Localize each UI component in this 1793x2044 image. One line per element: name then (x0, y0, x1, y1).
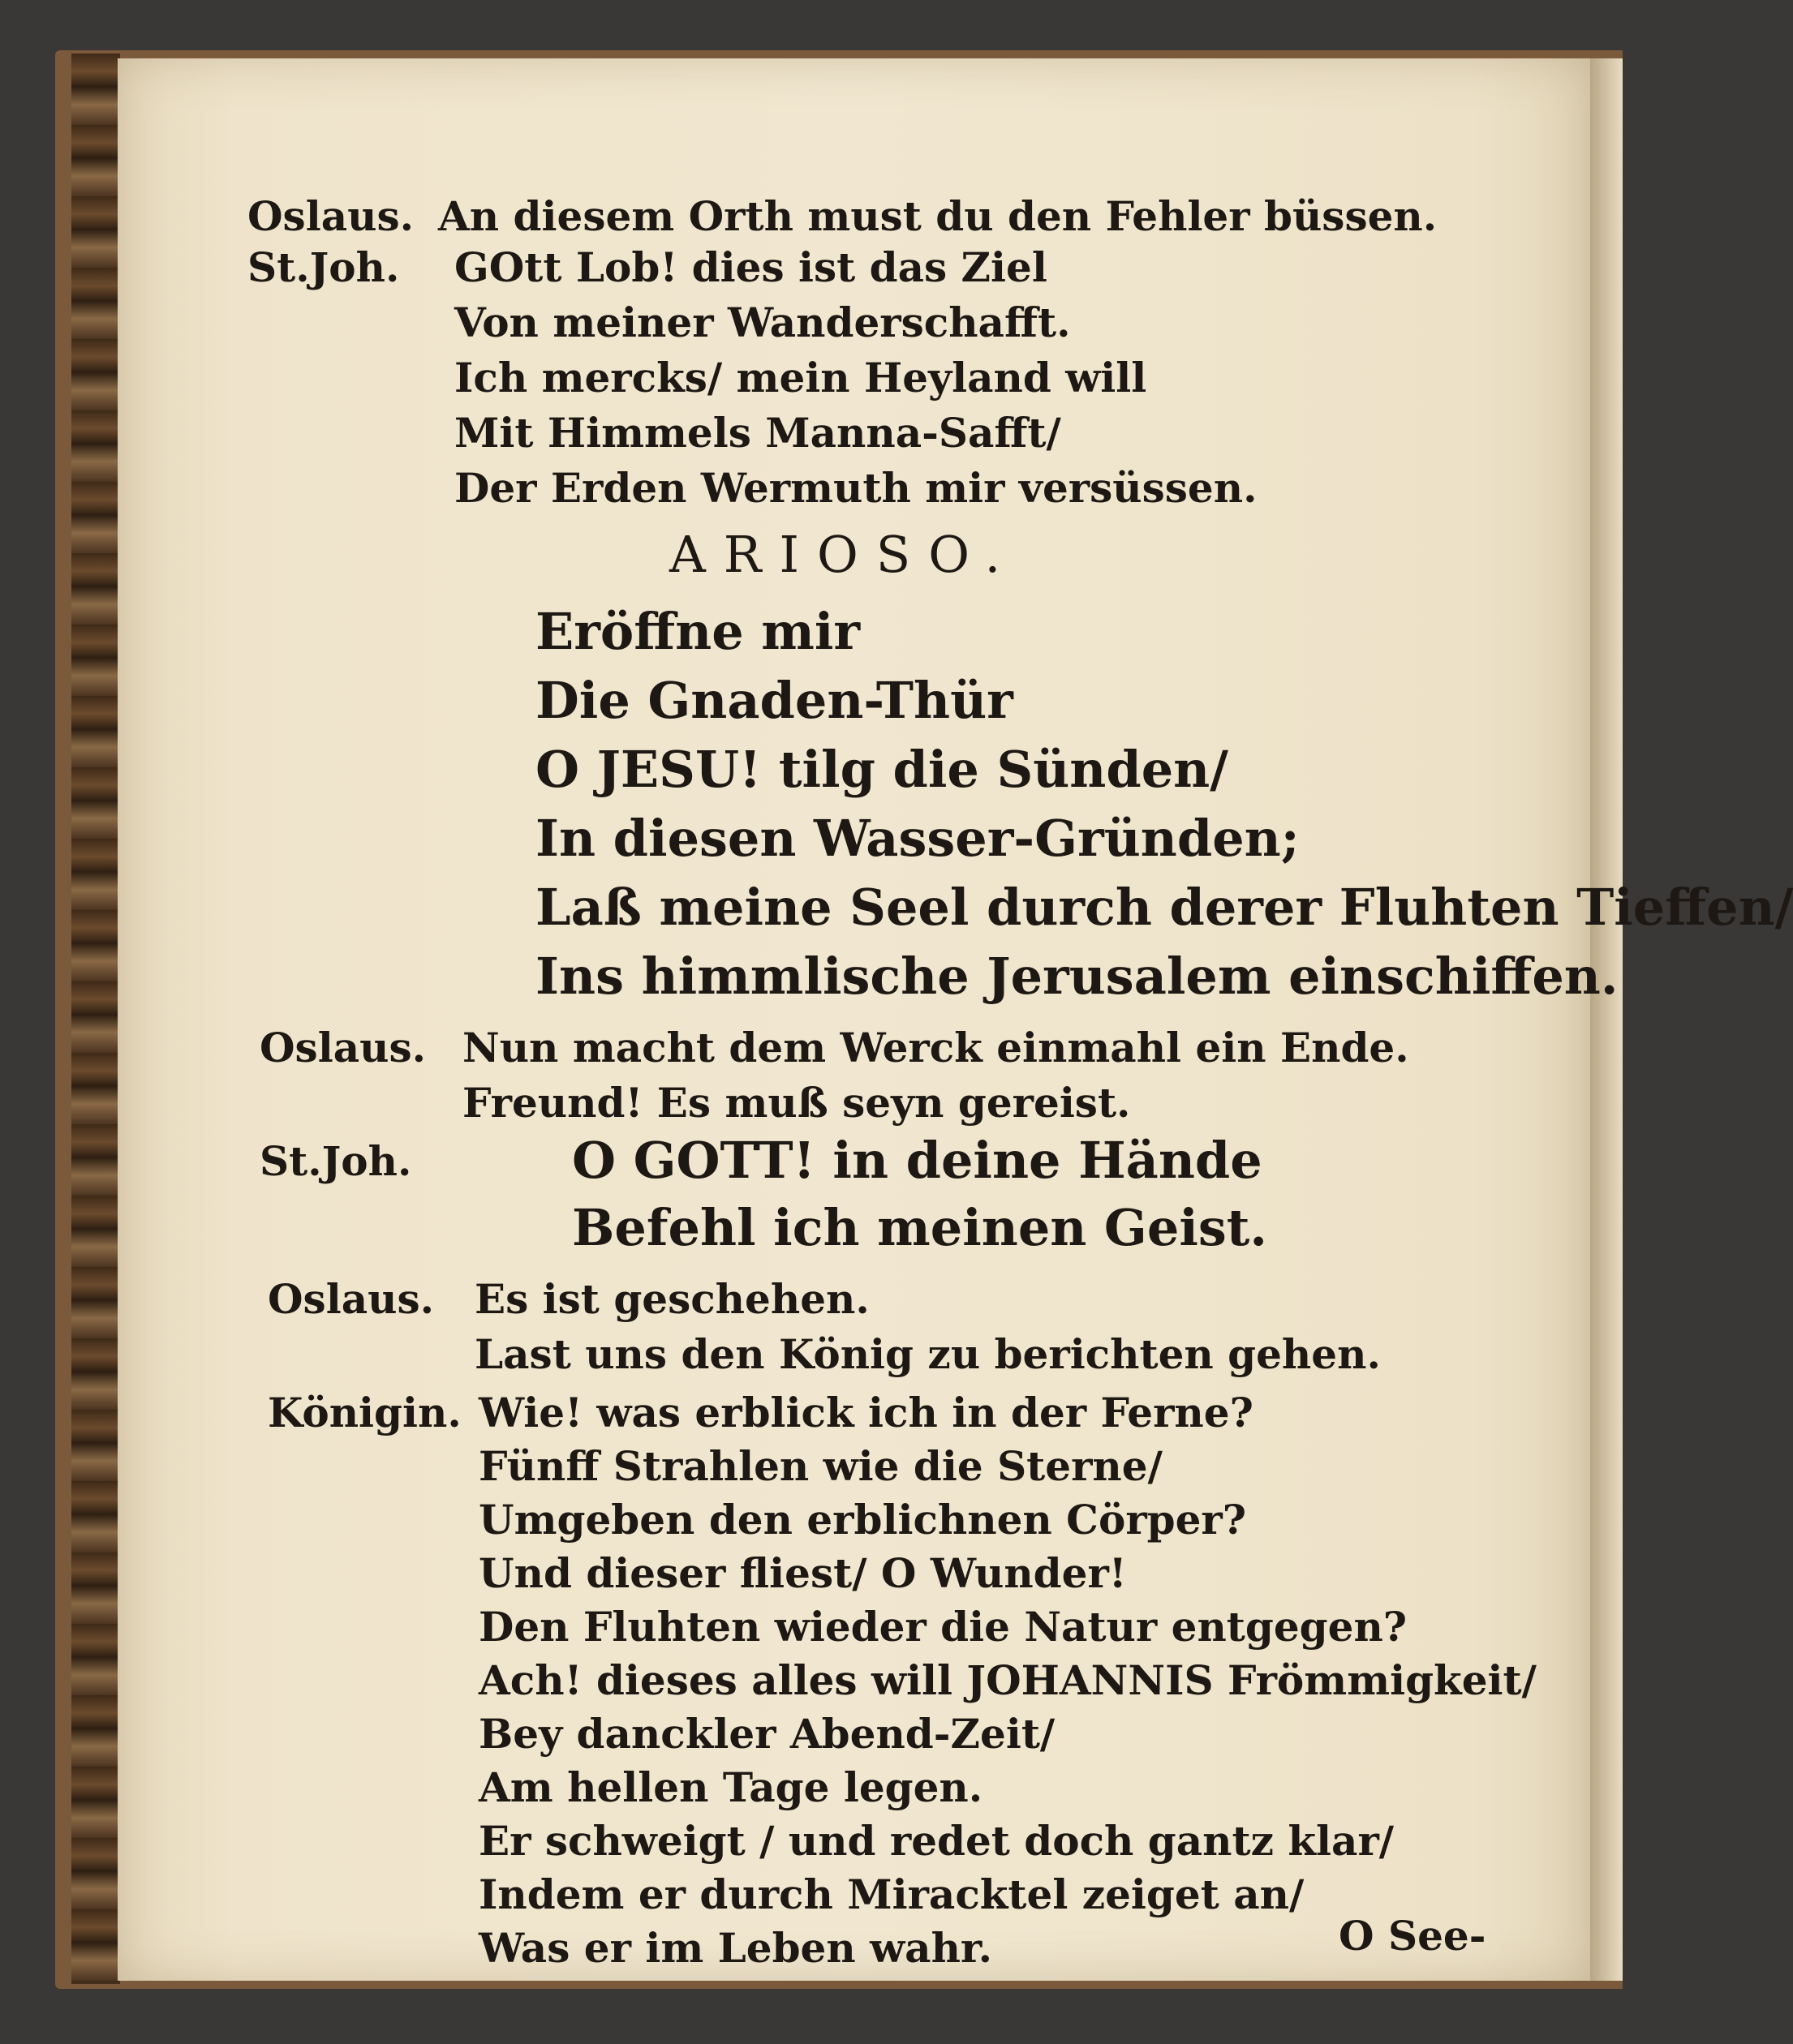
verse-line: Ich mercks/ mein Heyland will (454, 354, 1147, 402)
verse-line: Nun macht dem Werck einmahl ein Ende. (462, 1024, 1409, 1071)
verse-line: Umgeben den erblichnen Cörper? (479, 1496, 1247, 1544)
verse-line: Der Erden Wermuth mir versüssen. (454, 464, 1258, 512)
verse-line: Am hellen Tage legen. (479, 1763, 983, 1811)
verse-line: Ach! dieses alles will JOHANNIS Frömmigkeit/ (479, 1656, 1537, 1704)
book-page (118, 58, 1793, 1981)
verse-line: Freund! Es muß seyn gereist. (462, 1079, 1131, 1127)
section-title: ARIOSO. (669, 525, 1019, 584)
verse-line: O JESU! tilg die Sünden/ (535, 740, 1228, 799)
verse-line: Wie! was erblick ich in der Ferne? (479, 1389, 1253, 1436)
verse-line: Was er im Leben wahr. (479, 1924, 993, 1972)
verse-line: Den Fluhten wieder die Natur entgegen? (479, 1603, 1408, 1651)
verse-line: Indem er durch Miracktel zeiget an/ (479, 1870, 1305, 1918)
verse-line: Von meiner Wanderschafft. (454, 298, 1071, 346)
next-page-edge (1590, 58, 1623, 1981)
verse-line: Ins himmlische Jerusalem einschiffen. (535, 947, 1619, 1006)
page-edge (71, 54, 120, 1984)
verse-line: Befehl ich meinen Geist. (572, 1198, 1268, 1257)
verse-line: Und dieser fliest/ O Wunder! (479, 1549, 1127, 1597)
verse-line: An diesem Orth must du den Fehler büssen. (438, 192, 1438, 240)
catchword: O See- (1339, 1912, 1486, 1960)
verse-line: Es ist geschehen. (475, 1275, 870, 1323)
speaker-label: St.Joh. (260, 1137, 412, 1185)
verse-line: Last uns den König zu berichten gehen. (475, 1330, 1381, 1378)
verse-line: O GOTT! in deine Hände (572, 1131, 1262, 1190)
verse-line: Mit Himmels Manna-Safft/ (454, 409, 1061, 457)
verse-line: Laß meine Seel durch derer Fluhten Tieffen/ (535, 878, 1793, 937)
speaker-label: Oslaus. (247, 192, 415, 240)
speaker-label: Königin. (268, 1389, 462, 1436)
speaker-label: Oslaus. (260, 1024, 427, 1071)
verse-line: Fünff Strahlen wie die Sterne/ (479, 1442, 1163, 1490)
verse-line: GOtt Lob! dies ist das Ziel (454, 243, 1047, 291)
speaker-label: St.Joh. (247, 243, 400, 291)
verse-line: Er schweigt / und redet doch gantz klar/ (479, 1817, 1395, 1865)
verse-line: Die Gnaden-Thür (535, 671, 1013, 730)
verse-line: Bey danckler Abend-Zeit/ (479, 1710, 1056, 1758)
verse-line: In diesen Wasser-Gründen; (535, 809, 1300, 868)
speaker-label: Oslaus. (268, 1275, 435, 1323)
verse-line: Eröffne mir (535, 602, 861, 661)
